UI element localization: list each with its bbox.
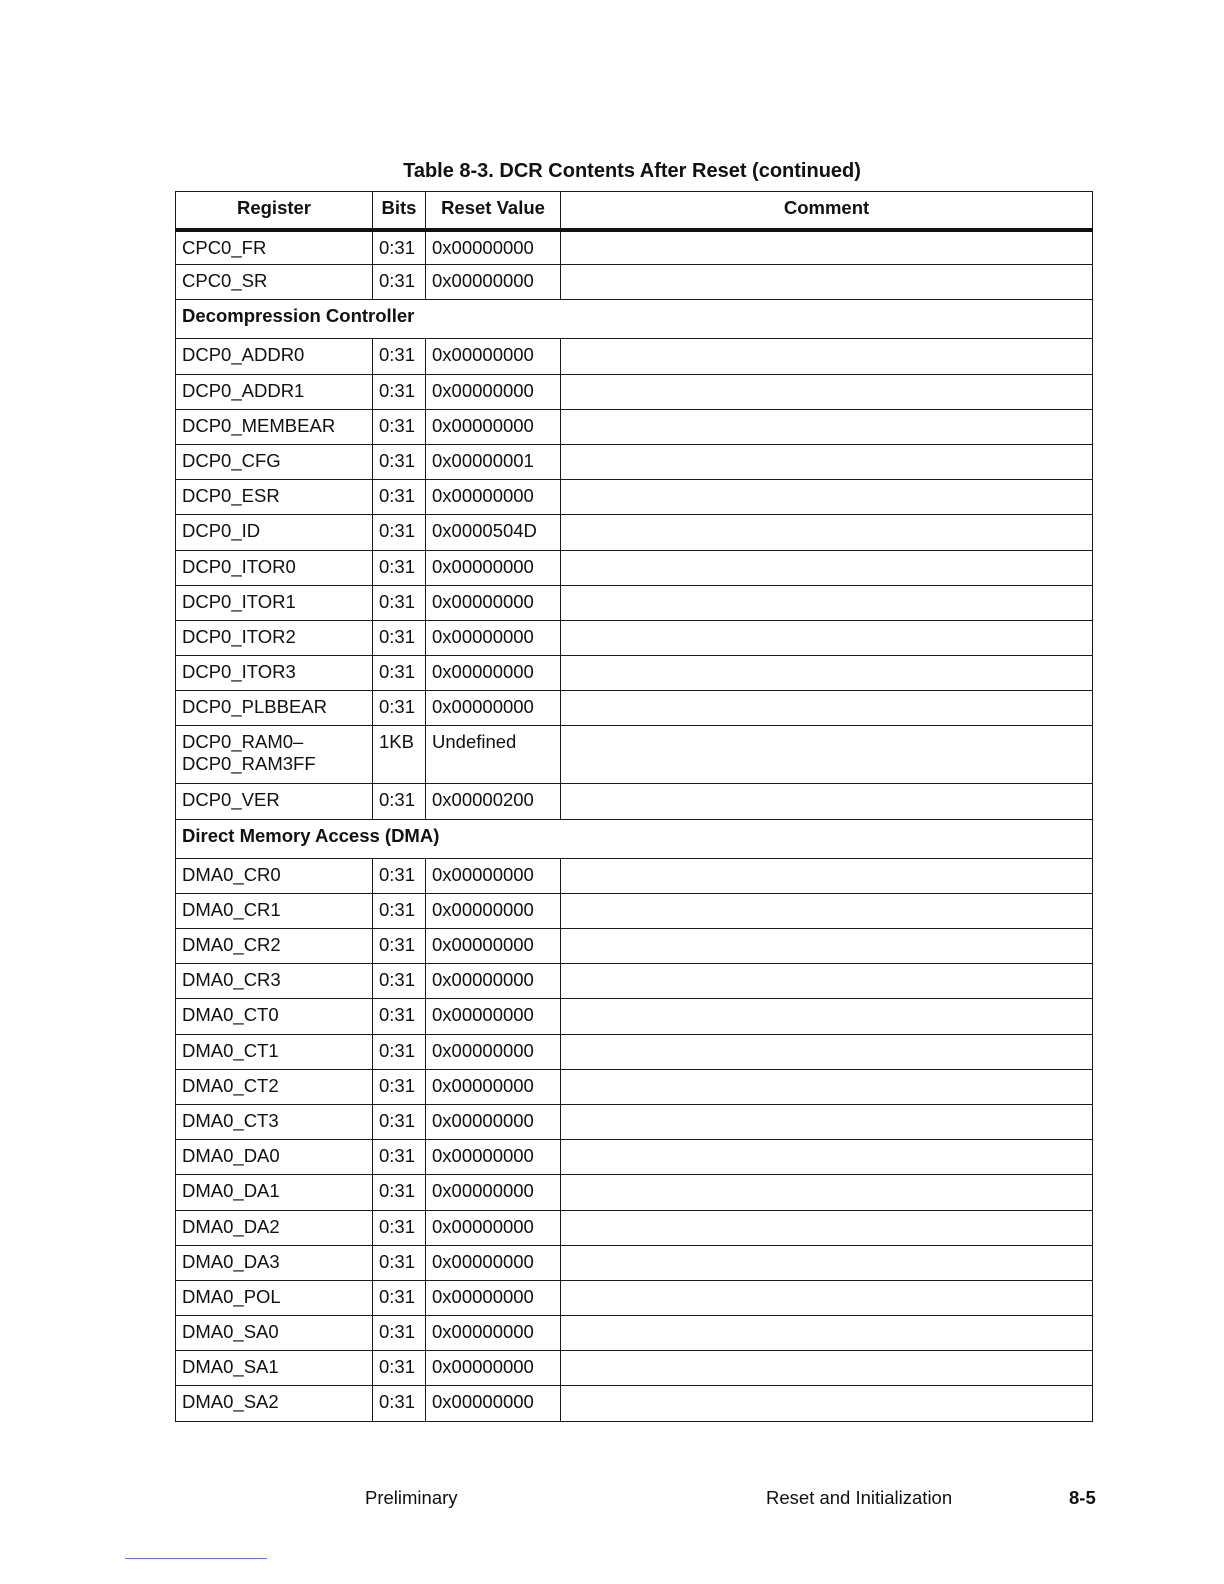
table-row: [176, 585, 1093, 620]
comment-cell: [561, 444, 1093, 479]
table-row: [176, 1104, 1093, 1139]
reset-value-cell: 0x00000000: [426, 858, 561, 893]
reset-value-cell: 0x00000000: [426, 620, 561, 655]
register-cell: DCP0_ITOR0: [176, 550, 373, 585]
register-cell: DMA0_DA2: [176, 1210, 373, 1245]
bits-cell: 0:31: [373, 893, 426, 928]
bits-cell: 0:31: [373, 656, 426, 691]
scan-artifact-line: [125, 1558, 267, 1559]
comment-cell: [561, 1140, 1093, 1175]
reset-value-cell: 0x00000000: [426, 585, 561, 620]
register-cell: DMA0_CT0: [176, 999, 373, 1034]
comment-cell: [561, 230, 1093, 265]
table-caption: Table 8-3. DCR Contents After Reset (continued): [403, 160, 861, 182]
reset-value-cell: 0x00000000: [426, 1140, 561, 1175]
table-row: [176, 999, 1093, 1034]
comment-cell: [561, 656, 1093, 691]
column-header-bits: Bits: [373, 192, 426, 230]
bits-cell: 0:31: [373, 1316, 426, 1351]
comment-cell: [561, 374, 1093, 409]
comment-cell: [561, 1034, 1093, 1069]
table-row: [176, 550, 1093, 585]
register-cell: DMA0_SA1: [176, 1351, 373, 1386]
reset-value-cell: 0x00000000: [426, 1104, 561, 1139]
bits-cell: 0:31: [373, 691, 426, 726]
reset-value-cell: 0x00000000: [426, 339, 561, 374]
comment-cell: [561, 784, 1093, 819]
reset-value-cell: Undefined: [426, 726, 561, 784]
comment-cell: [561, 726, 1093, 784]
reset-value-cell: 0x00000000: [426, 999, 561, 1034]
table-row: [176, 964, 1093, 999]
register-cell: DCP0_MEMBEAR: [176, 409, 373, 444]
bits-cell: 0:31: [373, 1104, 426, 1139]
comment-cell: [561, 550, 1093, 585]
reset-value-cell: 0x00000000: [426, 230, 561, 265]
reset-value-cell: 0x00000000: [426, 656, 561, 691]
table-row: [176, 1140, 1093, 1175]
table-body: [176, 230, 1093, 1422]
register-cell: DMA0_SA0: [176, 1316, 373, 1351]
section-title: Decompression Controller: [176, 300, 1093, 339]
bits-cell: 0:31: [373, 1280, 426, 1315]
reset-value-cell: 0x00000001: [426, 444, 561, 479]
bits-cell: 0:31: [373, 1351, 426, 1386]
register-cell: DCP0_PLBBEAR: [176, 691, 373, 726]
register-cell: DCP0_ID: [176, 515, 373, 550]
bits-cell: 0:31: [373, 409, 426, 444]
reset-value-cell: 0x00000000: [426, 1280, 561, 1315]
register-cell: DMA0_DA3: [176, 1245, 373, 1280]
bits-cell: 0:31: [373, 480, 426, 515]
section-header-row: [176, 300, 1093, 339]
register-cell: DCP0_RAM0– DCP0_RAM3FF: [176, 726, 373, 784]
register-cell: DMA0_CR1: [176, 893, 373, 928]
table-row: [176, 1210, 1093, 1245]
comment-cell: [561, 1069, 1093, 1104]
table-row: [176, 409, 1093, 444]
comment-cell: [561, 620, 1093, 655]
bits-cell: 0:31: [373, 515, 426, 550]
comment-cell: [561, 691, 1093, 726]
comment-cell: [561, 1351, 1093, 1386]
table-row: [176, 1245, 1093, 1280]
register-cell: DCP0_ADDR1: [176, 374, 373, 409]
comment-cell: [561, 893, 1093, 928]
reset-value-cell: 0x00000000: [426, 964, 561, 999]
reset-value-cell: 0x00000000: [426, 1069, 561, 1104]
table-row: [176, 620, 1093, 655]
comment-cell: [561, 585, 1093, 620]
table-row: [176, 1034, 1093, 1069]
register-cell: DCP0_ITOR2: [176, 620, 373, 655]
section-title: Direct Memory Access (DMA): [176, 819, 1093, 858]
reset-value-cell: 0x00000000: [426, 929, 561, 964]
reset-value-cell: 0x00000000: [426, 550, 561, 585]
reset-value-cell: 0x00000000: [426, 409, 561, 444]
bits-cell: 0:31: [373, 929, 426, 964]
table-header-row: [176, 192, 1093, 230]
reset-value-cell: 0x00000000: [426, 1034, 561, 1069]
bits-cell: 0:31: [373, 858, 426, 893]
register-cell: DMA0_CT2: [176, 1069, 373, 1104]
table-row: [176, 444, 1093, 479]
footer-chapter-title: Reset and Initialization: [766, 1487, 953, 1508]
register-cell: DCP0_ADDR0: [176, 339, 373, 374]
register-cell: DCP0_ESR: [176, 480, 373, 515]
table-row: [176, 691, 1093, 726]
register-cell: DCP0_ITOR1: [176, 585, 373, 620]
comment-cell: [561, 409, 1093, 444]
register-cell: DMA0_POL: [176, 1280, 373, 1315]
register-cell: CPC0_SR: [176, 265, 373, 300]
reset-value-cell: 0x0000504D: [426, 515, 561, 550]
table-row: [176, 1351, 1093, 1386]
table-row: [176, 1175, 1093, 1210]
bits-cell: 0:31: [373, 1245, 426, 1280]
comment-cell: [561, 1316, 1093, 1351]
bits-cell: 0:31: [373, 265, 426, 300]
reset-value-cell: 0x00000000: [426, 480, 561, 515]
register-cell: DMA0_CR2: [176, 929, 373, 964]
column-header-register: Register: [176, 192, 373, 230]
comment-cell: [561, 1245, 1093, 1280]
reset-value-cell: 0x00000000: [426, 1245, 561, 1280]
table-row: [176, 656, 1093, 691]
table-row: [176, 929, 1093, 964]
reset-value-cell: 0x00000000: [426, 1210, 561, 1245]
register-cell: DCP0_ITOR3: [176, 656, 373, 691]
table-row: [176, 339, 1093, 374]
bits-cell: 0:31: [373, 444, 426, 479]
dcr-reset-table: [175, 191, 1093, 1422]
footer-status: Preliminary: [365, 1487, 458, 1508]
reset-value-cell: 0x00000000: [426, 1316, 561, 1351]
register-cell: DMA0_CT3: [176, 1104, 373, 1139]
bits-cell: 0:31: [373, 1034, 426, 1069]
bits-cell: 0:31: [373, 999, 426, 1034]
comment-cell: [561, 1280, 1093, 1315]
comment-cell: [561, 858, 1093, 893]
table-row: [176, 893, 1093, 928]
table-row: [176, 784, 1093, 819]
register-cell: DMA0_CR3: [176, 964, 373, 999]
register-cell: DMA0_CR0: [176, 858, 373, 893]
bits-cell: 0:31: [373, 620, 426, 655]
reset-value-cell: 0x00000000: [426, 1175, 561, 1210]
comment-cell: [561, 265, 1093, 300]
bits-cell: 0:31: [373, 964, 426, 999]
bits-cell: 0:31: [373, 230, 426, 265]
table-row: [176, 1386, 1093, 1421]
table-row: [176, 1280, 1093, 1315]
bits-cell: 0:31: [373, 1069, 426, 1104]
bits-cell: 0:31: [373, 1386, 426, 1421]
register-cell: DMA0_DA1: [176, 1175, 373, 1210]
reset-value-cell: 0x00000000: [426, 1351, 561, 1386]
bits-cell: 0:31: [373, 784, 426, 819]
register-cell: DMA0_DA0: [176, 1140, 373, 1175]
bits-cell: 0:31: [373, 374, 426, 409]
reset-value-cell: 0x00000000: [426, 893, 561, 928]
register-cell: CPC0_FR: [176, 230, 373, 265]
table-row: [176, 230, 1093, 265]
table-row: [176, 374, 1093, 409]
comment-cell: [561, 339, 1093, 374]
comment-cell: [561, 1210, 1093, 1245]
bits-cell: 1KB: [373, 726, 426, 784]
comment-cell: [561, 1175, 1093, 1210]
reset-value-cell: 0x00000000: [426, 691, 561, 726]
comment-cell: [561, 515, 1093, 550]
comment-cell: [561, 480, 1093, 515]
reset-value-cell: 0x00000000: [426, 1386, 561, 1421]
comment-cell: [561, 999, 1093, 1034]
reset-value-cell: 0x00000000: [426, 265, 561, 300]
comment-cell: [561, 964, 1093, 999]
bits-cell: 0:31: [373, 1210, 426, 1245]
table-row: [176, 265, 1093, 300]
reset-value-cell: 0x00000000: [426, 374, 561, 409]
bits-cell: 0:31: [373, 1140, 426, 1175]
table-row: [176, 726, 1093, 784]
table-row: [176, 515, 1093, 550]
bits-cell: 0:31: [373, 339, 426, 374]
section-header-row: [176, 819, 1093, 858]
register-cell: DMA0_SA2: [176, 1386, 373, 1421]
comment-cell: [561, 1104, 1093, 1139]
table-row: [176, 1316, 1093, 1351]
comment-cell: [561, 929, 1093, 964]
bits-cell: 0:31: [373, 1175, 426, 1210]
bits-cell: 0:31: [373, 550, 426, 585]
column-header-reset-value: Reset Value: [426, 192, 561, 230]
footer-page-number: 8-5: [1069, 1487, 1096, 1508]
bits-cell: 0:31: [373, 585, 426, 620]
table-row: [176, 858, 1093, 893]
column-header-comment: Comment: [561, 192, 1093, 230]
table-row: [176, 1069, 1093, 1104]
table-row: [176, 480, 1093, 515]
comment-cell: [561, 1386, 1093, 1421]
reset-value-cell: 0x00000200: [426, 784, 561, 819]
register-cell: DCP0_CFG: [176, 444, 373, 479]
register-cell: DCP0_VER: [176, 784, 373, 819]
register-cell: DMA0_CT1: [176, 1034, 373, 1069]
